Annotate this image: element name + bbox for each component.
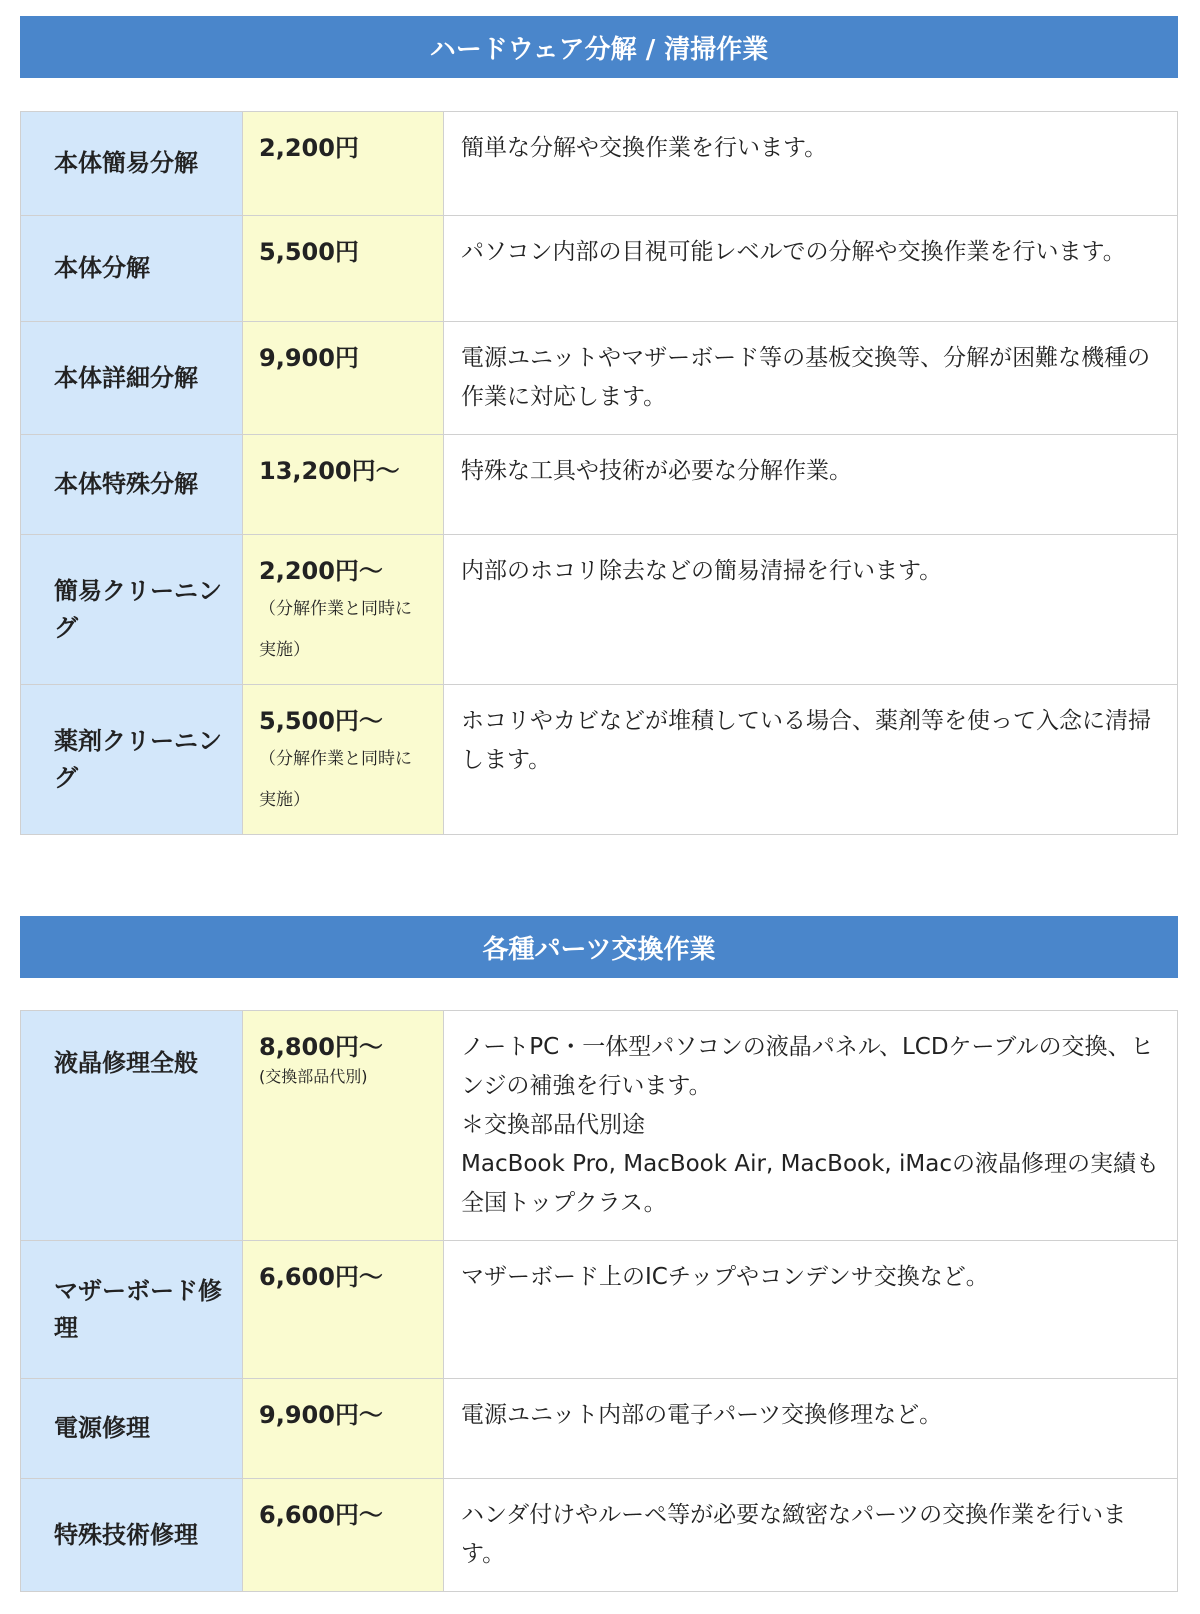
description-text: 電源ユニットやマザーボード等の基板交換等、分解が困難な機種の作業に対応します。 (461, 345, 1151, 410)
price-note: (交換部品代別) (259, 1067, 368, 1086)
service-name: 本体簡易分解 (21, 112, 243, 216)
description-text: マザーボード上のICチップやコンデンサ交換など。 (461, 1264, 989, 1290)
price-value: 8,800円〜 (259, 1033, 383, 1061)
table-row (21, 435, 1178, 535)
description-cell (444, 1479, 1178, 1592)
table-row (21, 1011, 1178, 1241)
table-row (21, 1241, 1178, 1379)
description-note: ＊交換部品代別途 (461, 1112, 645, 1138)
service-name: 本体特殊分解 (21, 435, 243, 535)
price-cell (243, 112, 444, 216)
description-cell (444, 535, 1178, 685)
description-cell (444, 1379, 1178, 1479)
service-name: 本体詳細分解 (21, 322, 243, 435)
price-cell (243, 1011, 444, 1241)
table-row (21, 1379, 1178, 1479)
price-cell (243, 535, 444, 685)
description-cell (444, 112, 1178, 216)
description-text: 内部のホコリ除去などの簡易清掃を行います。 (461, 558, 943, 584)
price-cell (243, 435, 444, 535)
parts-price-table (20, 1010, 1178, 1592)
description-cell (444, 216, 1178, 322)
price-value: 13,200円〜 (259, 457, 400, 485)
section-header-parts: 各種パーツ交換作業 (20, 916, 1178, 978)
hardware-price-table (20, 111, 1178, 835)
description-text: パソコン内部の目視可能レベルでの分解や交換作業を行います。 (461, 239, 1126, 265)
service-name: マザーボード修理 (21, 1241, 243, 1379)
service-name: 本体分解 (21, 216, 243, 322)
table-row (21, 1479, 1178, 1592)
price-value: 9,900円〜 (259, 1401, 383, 1429)
service-name: 特殊技術修理 (21, 1479, 243, 1592)
table-row (21, 322, 1178, 435)
table-row (21, 685, 1178, 835)
service-name: 電源修理 (21, 1379, 243, 1479)
price-cell (243, 216, 444, 322)
price-cell (243, 1379, 444, 1479)
description-extra: MacBook Pro, MacBook Air, MacBook, iMacの液晶修理の実績も全国トップクラス。 (461, 1151, 1160, 1216)
price-note: （分解作業と同時に実施） (259, 599, 412, 660)
price-cell (243, 322, 444, 435)
description-cell (444, 322, 1178, 435)
price-cell (243, 1241, 444, 1379)
price-value: 5,500円〜 (259, 707, 383, 735)
price-value: 9,900円 (259, 344, 359, 372)
price-value: 2,200円 (259, 134, 359, 162)
price-value: 5,500円 (259, 238, 359, 266)
description-cell (444, 435, 1178, 535)
description-text: 簡単な分解や交換作業を行います。 (461, 135, 828, 161)
table-row (21, 535, 1178, 685)
price-cell (243, 685, 444, 835)
description-text: 電源ユニット内部の電子パーツ交換修理など。 (461, 1402, 943, 1428)
price-note: （分解作業と同時に実施） (259, 749, 412, 810)
description-cell (444, 1011, 1178, 1241)
price-value: 6,600円〜 (259, 1501, 383, 1529)
service-name: 液晶修理全般 (21, 1011, 243, 1241)
description-cell (444, 685, 1178, 835)
price-value: 6,600円〜 (259, 1263, 383, 1291)
service-name: 簡易クリーニング (21, 535, 243, 685)
table-row (21, 112, 1178, 216)
service-name: 薬剤クリーニング (21, 685, 243, 835)
price-value: 2,200円〜 (259, 557, 383, 585)
description-text: ノートPC・一体型パソコンの液晶パネル、LCDケーブルの交換、ヒンジの補強を行います。 (461, 1034, 1154, 1099)
description-cell (444, 1241, 1178, 1379)
description-text: 特殊な工具や技術が必要な分解作業。 (461, 458, 852, 484)
description-text: ハンダ付けやルーペ等が必要な緻密なパーツの交換作業を行います。 (461, 1502, 1127, 1567)
price-cell (243, 1479, 444, 1592)
table-row (21, 216, 1178, 322)
description-text: ホコリやカビなどが堆積している場合、薬剤等を使って入念に清掃します。 (461, 708, 1151, 773)
section-header-hardware: ハードウェア分解 / 清掃作業 (20, 16, 1178, 78)
